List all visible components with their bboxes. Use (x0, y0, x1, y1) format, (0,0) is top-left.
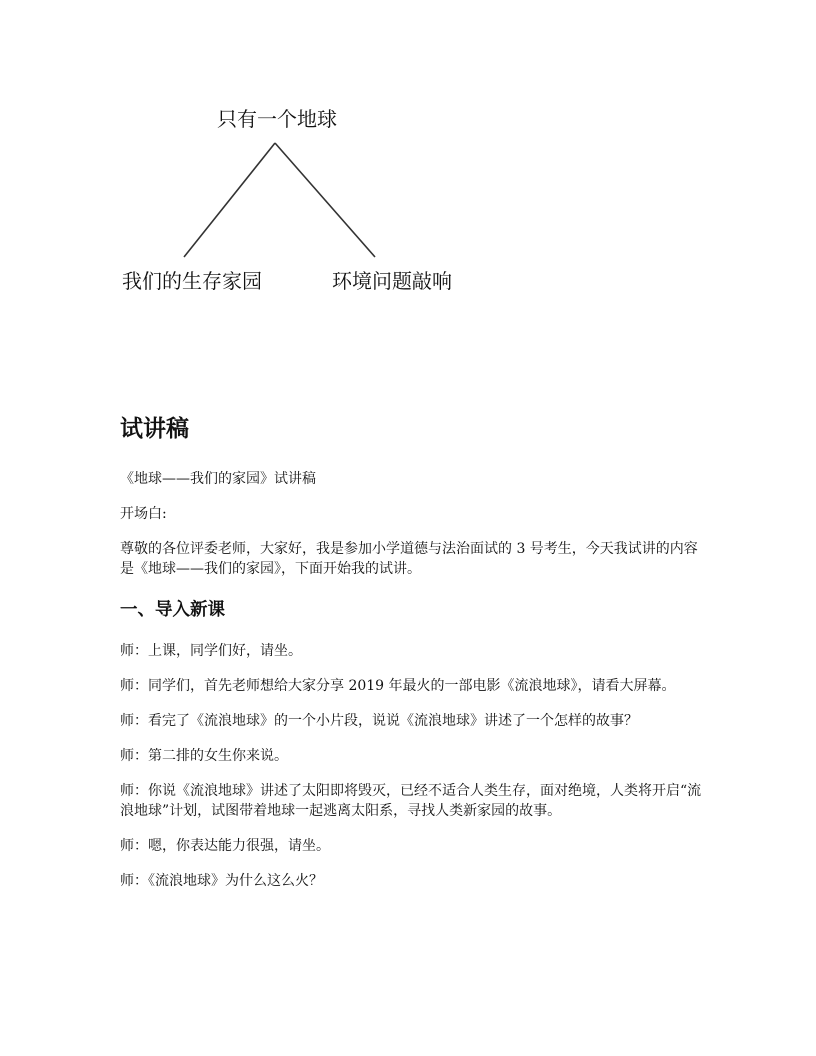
diagram-left-branch (184, 143, 275, 257)
diagram-right-branch (275, 143, 375, 257)
opening-label: 开场白: (120, 506, 167, 522)
opening-text: 尊敬的各位评委老师，大家好，我是参加小学道德与法治面试的 3 号考生，今天我试讲的内容是《地球——我们的家园》，下面开始我的试讲。 (120, 541, 698, 577)
script-subtitle: 《地球——我们的家园》试讲稿 (120, 471, 316, 487)
dialogue-line: 师：上课，同学们好，请坐。 (120, 643, 302, 659)
dialogue-line: 师：看完了《流浪地球》的一个小片段，说说《流浪地球》讲述了一个怎样的故事？ (120, 713, 638, 729)
lecture-script (120, 410, 710, 906)
diagram-left-label: 我们的生存家园 (122, 269, 262, 293)
dialogue-line: 师：第二排的女生你来说。 (120, 748, 288, 764)
dialogue-line: 师：同学们，首先老师想给大家分享 2019 年最火的一部电影《流浪地球》，请看大屏幕。 (120, 678, 676, 694)
concept-diagram (110, 95, 490, 305)
page-heading: 试讲稿 (120, 416, 189, 442)
dialogue-line: 师：你说《流浪地球》讲述了太阳即将毁灭，已经不适合人类生存，面对绝境，人类将开启“流浪地球”计划，试图带着地球一起逃离太阳系，寻找人类新家园的故事。 (120, 783, 702, 819)
dialogue-line: 师：《流浪地球》为什么这么火？ (120, 873, 323, 889)
diagram-top-label: 只有一个地球 (217, 107, 337, 131)
section-heading: 一、导入新课 (120, 600, 225, 620)
diagram-right-label: 环境问题敲响 (332, 269, 452, 293)
dialogue-line: 师：嗯，你表达能力很强，请坐。 (120, 838, 330, 854)
